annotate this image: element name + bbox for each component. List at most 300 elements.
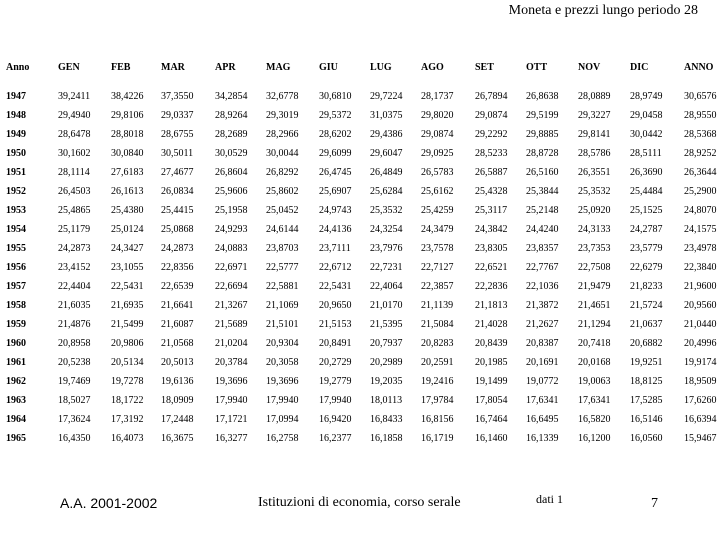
table-cell-mar: 25,0868 <box>161 224 194 235</box>
table-cell-ago: 20,2591 <box>421 357 454 368</box>
table-cell-giu: 20,9650 <box>319 300 352 311</box>
table-cell-ago: 25,4259 <box>421 205 454 216</box>
table-cell-mar: 22,6539 <box>161 281 194 292</box>
table-cell-mag: 25,8602 <box>266 186 299 197</box>
table-cell-nov: 26,3551 <box>578 167 611 178</box>
table-row <box>0 87 720 106</box>
table-cell-gen: 20,8958 <box>58 338 91 349</box>
table-cell-apr: 16,3277 <box>215 433 248 444</box>
table-cell-set: 25,3117 <box>475 205 508 216</box>
row-year: 1951 <box>6 167 26 178</box>
table-cell-ott: 20,8387 <box>526 338 559 349</box>
table-cell-lug: 24,3254 <box>370 224 403 235</box>
table-cell-nov: 28,5786 <box>578 148 611 159</box>
table-cell-ago: 24,3479 <box>421 224 454 235</box>
table-cell-mag: 17,0994 <box>266 414 299 425</box>
table-row <box>0 296 720 315</box>
table-cell-lug: 21,5395 <box>370 319 403 330</box>
table-row <box>0 353 720 372</box>
table-cell-ago: 29,0925 <box>421 148 454 159</box>
table-cell-gen: 28,1114 <box>58 167 90 178</box>
table-cell-ott: 29,5199 <box>526 110 559 121</box>
column-header-feb: FEB <box>111 62 131 73</box>
table-cell-giu: 22,5431 <box>319 281 352 292</box>
table-cell-mar: 30,5011 <box>161 148 194 159</box>
price-table <box>0 58 720 448</box>
table-cell-anno: 21,9600 <box>684 281 717 292</box>
table-row <box>0 258 720 277</box>
table-cell-set: 16,1460 <box>475 433 508 444</box>
table-cell-ago: 17,9784 <box>421 395 454 406</box>
table-cell-feb: 27,6183 <box>111 167 144 178</box>
table-cell-set: 25,4328 <box>475 186 508 197</box>
table-cell-gen: 18,5027 <box>58 395 91 406</box>
table-row <box>0 391 720 410</box>
table-cell-mar: 21,6641 <box>161 300 194 311</box>
table-cell-set: 20,8439 <box>475 338 508 349</box>
table-cell-feb: 19,7278 <box>111 376 144 387</box>
table-cell-anno: 28,5368 <box>684 129 717 140</box>
table-row <box>0 372 720 391</box>
table-cell-mar: 21,0568 <box>161 338 194 349</box>
footer-academic-year: A.A. 2001-2002 <box>60 495 158 511</box>
table-cell-feb: 38,4226 <box>111 91 144 102</box>
table-cell-set: 24,3842 <box>475 224 508 235</box>
column-header-set: SET <box>475 62 494 73</box>
table-cell-dic: 21,5724 <box>630 300 663 311</box>
table-cell-lug: 29,4386 <box>370 129 403 140</box>
table-cell-apr: 21,3267 <box>215 300 248 311</box>
table-cell-nov: 20,0168 <box>578 357 611 368</box>
table-row <box>0 125 720 144</box>
table-cell-feb: 26,1613 <box>111 186 144 197</box>
table-row <box>0 410 720 429</box>
table-cell-ago: 22,3857 <box>421 281 454 292</box>
table-cell-ott: 22,1036 <box>526 281 559 292</box>
row-year: 1950 <box>6 148 26 159</box>
table-cell-lug: 20,2989 <box>370 357 403 368</box>
table-cell-feb: 20,5134 <box>111 357 144 368</box>
row-year: 1956 <box>6 262 26 273</box>
table-cell-feb: 21,6935 <box>111 300 144 311</box>
table-cell-mar: 25,4415 <box>161 205 194 216</box>
row-year: 1962 <box>6 376 26 387</box>
table-cell-feb: 28,8018 <box>111 129 144 140</box>
table-cell-ott: 22,7767 <box>526 262 559 273</box>
table-cell-gen: 30,1602 <box>58 148 91 159</box>
table-cell-mar: 26,0834 <box>161 186 194 197</box>
table-cell-ago: 19,2416 <box>421 376 454 387</box>
table-cell-anno: 19,9174 <box>684 357 717 368</box>
table-cell-dic: 16,0560 <box>630 433 663 444</box>
table-cell-gen: 23,4152 <box>58 262 91 273</box>
table-cell-apr: 26,8604 <box>215 167 248 178</box>
table-cell-set: 22,6521 <box>475 262 508 273</box>
table-row <box>0 277 720 296</box>
table-cell-nov: 17,6341 <box>578 395 611 406</box>
table-cell-dic: 28,9749 <box>630 91 663 102</box>
table-cell-set: 17,8054 <box>475 395 508 406</box>
table-cell-giu: 22,6712 <box>319 262 352 273</box>
table-cell-anno: 21,0440 <box>684 319 717 330</box>
table-cell-ott: 25,2148 <box>526 205 559 216</box>
table-cell-nov: 16,5820 <box>578 414 611 425</box>
table-cell-set: 19,1499 <box>475 376 508 387</box>
table-cell-ott: 21,3872 <box>526 300 559 311</box>
table-cell-nov: 23,7353 <box>578 243 611 254</box>
table-cell-lug: 22,4064 <box>370 281 403 292</box>
table-cell-dic: 19,9251 <box>630 357 663 368</box>
table-cell-set: 29,0874 <box>475 110 508 121</box>
table-cell-dic: 16,5146 <box>630 414 663 425</box>
table-cell-mar: 37,3550 <box>161 91 194 102</box>
table-cell-feb: 20,9806 <box>111 338 144 349</box>
table-cell-dic: 17,5285 <box>630 395 663 406</box>
table-cell-mar: 16,3675 <box>161 433 194 444</box>
table-cell-apr: 30,0529 <box>215 148 248 159</box>
table-row <box>0 220 720 239</box>
table-cell-anno: 25,2900 <box>684 186 717 197</box>
column-header-lug: LUG <box>370 62 392 73</box>
table-cell-lug: 16,8433 <box>370 414 403 425</box>
table-cell-mag: 28,2966 <box>266 129 299 140</box>
table-cell-mag: 20,9304 <box>266 338 299 349</box>
table-cell-mar: 21,6087 <box>161 319 194 330</box>
table-cell-anno: 26,3644 <box>684 167 717 178</box>
table-cell-anno: 28,9550 <box>684 110 717 121</box>
table-cell-feb: 22,5431 <box>111 281 144 292</box>
table-cell-mag: 22,5881 <box>266 281 299 292</box>
table-cell-mar: 17,2448 <box>161 414 194 425</box>
table-cell-ago: 29,8020 <box>421 110 454 121</box>
table-cell-dic: 25,1525 <box>630 205 663 216</box>
table-cell-apr: 22,6971 <box>215 262 248 273</box>
table-cell-set: 21,4028 <box>475 319 508 330</box>
table-row <box>0 201 720 220</box>
table-cell-feb: 23,1055 <box>111 262 144 273</box>
table-cell-mag: 32,6778 <box>266 91 299 102</box>
table-cell-apr: 24,0883 <box>215 243 248 254</box>
table-cell-giu: 16,2377 <box>319 433 352 444</box>
table-cell-giu: 28,6202 <box>319 129 352 140</box>
table-cell-mag: 22,5777 <box>266 262 299 273</box>
table-cell-set: 22,2836 <box>475 281 508 292</box>
table-cell-set: 26,5887 <box>475 167 508 178</box>
table-row <box>0 144 720 163</box>
table-cell-apr: 22,6694 <box>215 281 248 292</box>
table-cell-ago: 21,1139 <box>421 300 454 311</box>
table-cell-giu: 16,9420 <box>319 414 352 425</box>
table-cell-giu: 20,2729 <box>319 357 352 368</box>
table-cell-feb: 18,1722 <box>111 395 144 406</box>
row-year: 1947 <box>6 91 26 102</box>
table-row <box>0 429 720 448</box>
table-cell-anno: 23,4978 <box>684 243 717 254</box>
table-row <box>0 239 720 258</box>
table-cell-ott: 29,8885 <box>526 129 559 140</box>
table-cell-mar: 19,6136 <box>161 376 194 387</box>
row-year: 1948 <box>6 110 26 121</box>
row-year: 1965 <box>6 433 26 444</box>
table-cell-set: 20,1985 <box>475 357 508 368</box>
table-cell-ago: 16,1719 <box>421 433 454 444</box>
column-header-anno: ANNO <box>684 62 714 73</box>
table-cell-set: 26,7894 <box>475 91 508 102</box>
row-year: 1963 <box>6 395 26 406</box>
table-cell-nov: 25,0920 <box>578 205 611 216</box>
table-cell-lug: 21,0170 <box>370 300 403 311</box>
table-cell-mag: 25,0452 <box>266 205 299 216</box>
table-cell-lug: 26,4849 <box>370 167 403 178</box>
table-cell-anno: 20,4996 <box>684 338 717 349</box>
table-cell-lug: 18,0113 <box>370 395 403 406</box>
table-cell-nov: 29,8141 <box>578 129 611 140</box>
table-cell-anno: 24,1575 <box>684 224 717 235</box>
table-cell-lug: 16,1858 <box>370 433 403 444</box>
table-cell-lug: 19,2035 <box>370 376 403 387</box>
table-cell-dic: 26,3690 <box>630 167 663 178</box>
footer-page-number: 7 <box>651 496 658 511</box>
table-cell-set: 28,5233 <box>475 148 508 159</box>
table-cell-apr: 34,2854 <box>215 91 248 102</box>
table-cell-giu: 24,9743 <box>319 205 352 216</box>
footer-date-label: dati 1 <box>536 492 563 506</box>
table-cell-anno: 28,9252 <box>684 148 717 159</box>
table-cell-mag: 21,5101 <box>266 319 299 330</box>
table-cell-mag: 24,6144 <box>266 224 299 235</box>
column-header-ott: OTT <box>526 62 548 73</box>
table-cell-ott: 24,4240 <box>526 224 559 235</box>
table-cell-ago: 23,7578 <box>421 243 454 254</box>
table-cell-apr: 21,5689 <box>215 319 248 330</box>
page-title: Moneta e prezzi lungo periodo 28 <box>508 3 698 18</box>
table-cell-gen: 25,1179 <box>58 224 91 235</box>
table-cell-dic: 29,0458 <box>630 110 663 121</box>
table-row <box>0 163 720 182</box>
column-header-gen: GEN <box>58 62 80 73</box>
table-cell-gen: 39,2411 <box>58 91 91 102</box>
table-cell-ago: 26,5783 <box>421 167 454 178</box>
table-cell-ott: 26,5160 <box>526 167 559 178</box>
table-cell-nov: 24,3133 <box>578 224 611 235</box>
table-cell-mar: 29,0337 <box>161 110 194 121</box>
table-cell-giu: 29,6099 <box>319 148 352 159</box>
table-cell-gen: 22,4404 <box>58 281 91 292</box>
table-cell-apr: 24,9293 <box>215 224 248 235</box>
column-header-giu: GIU <box>319 62 338 73</box>
table-cell-lug: 23,7976 <box>370 243 403 254</box>
table-cell-mag: 30,0044 <box>266 148 299 159</box>
row-year: 1961 <box>6 357 26 368</box>
table-cell-mag: 20,3058 <box>266 357 299 368</box>
table-cell-feb: 25,4380 <box>111 205 144 216</box>
table-cell-anno: 24,8070 <box>684 205 717 216</box>
table-cell-nov: 16,1200 <box>578 433 611 444</box>
table-cell-ott: 23,8357 <box>526 243 559 254</box>
table-cell-gen: 25,4865 <box>58 205 91 216</box>
table-cell-dic: 25,4484 <box>630 186 663 197</box>
column-header-mar: MAR <box>161 62 185 73</box>
table-cell-lug: 20,7937 <box>370 338 403 349</box>
table-cell-feb: 25,0124 <box>111 224 144 235</box>
table-cell-giu: 19,2779 <box>319 376 352 387</box>
table-header-row <box>0 58 720 77</box>
table-cell-apr: 17,1721 <box>215 414 248 425</box>
table-cell-gen: 29,4940 <box>58 110 91 121</box>
table-cell-dic: 24,2787 <box>630 224 663 235</box>
table-cell-set: 29,2292 <box>475 129 508 140</box>
table-cell-anno: 18,9509 <box>684 376 717 387</box>
row-year: 1960 <box>6 338 26 349</box>
table-cell-ott: 19,0772 <box>526 376 559 387</box>
table-cell-mag: 19,3696 <box>266 376 299 387</box>
table-cell-ott: 25,3844 <box>526 186 559 197</box>
table-cell-feb: 24,3427 <box>111 243 144 254</box>
table-row <box>0 182 720 201</box>
row-year: 1964 <box>6 414 26 425</box>
table-cell-ott: 20,1691 <box>526 357 559 368</box>
table-cell-dic: 28,5111 <box>630 148 662 159</box>
column-header-apr: APR <box>215 62 236 73</box>
table-cell-nov: 20,7418 <box>578 338 611 349</box>
table-cell-ago: 22,7127 <box>421 262 454 273</box>
table-cell-anno: 17,6260 <box>684 395 717 406</box>
table-cell-ago: 28,1737 <box>421 91 454 102</box>
row-year: 1959 <box>6 319 26 330</box>
table-cell-dic: 23,5779 <box>630 243 663 254</box>
table-cell-giu: 25,6907 <box>319 186 352 197</box>
table-cell-gen: 21,4876 <box>58 319 91 330</box>
table-cell-lug: 25,3532 <box>370 205 403 216</box>
table-cell-dic: 18,8125 <box>630 376 663 387</box>
table-cell-lug: 25,6284 <box>370 186 403 197</box>
table-cell-ago: 20,8283 <box>421 338 454 349</box>
table-cell-set: 21,1813 <box>475 300 508 311</box>
table-cell-mar: 24,2873 <box>161 243 194 254</box>
table-cell-gen: 21,6035 <box>58 300 91 311</box>
table-cell-giu: 30,6810 <box>319 91 352 102</box>
table-cell-lug: 29,6047 <box>370 148 403 159</box>
table-cell-nov: 28,0889 <box>578 91 611 102</box>
table-cell-ott: 16,1339 <box>526 433 559 444</box>
row-year: 1955 <box>6 243 26 254</box>
table-cell-mar: 27,4677 <box>161 167 194 178</box>
table-cell-gen: 17,3624 <box>58 414 91 425</box>
table-cell-apr: 21,0204 <box>215 338 248 349</box>
table-cell-gen: 24,2873 <box>58 243 91 254</box>
column-header-nov: NOV <box>578 62 601 73</box>
row-year: 1957 <box>6 281 26 292</box>
table-cell-ago: 16,8156 <box>421 414 454 425</box>
row-year: 1958 <box>6 300 26 311</box>
table-cell-nov: 22,7508 <box>578 262 611 273</box>
table-cell-giu: 17,9940 <box>319 395 352 406</box>
table-cell-gen: 28,6478 <box>58 129 91 140</box>
table-cell-feb: 16,4073 <box>111 433 144 444</box>
table-cell-dic: 21,8233 <box>630 281 663 292</box>
table-cell-apr: 17,9940 <box>215 395 248 406</box>
table-cell-nov: 25,3532 <box>578 186 611 197</box>
column-header-dic: DIC <box>630 62 649 73</box>
table-cell-giu: 26,4745 <box>319 167 352 178</box>
table-cell-apr: 28,9264 <box>215 110 248 121</box>
table-cell-apr: 19,3696 <box>215 376 248 387</box>
table-cell-mar: 20,5013 <box>161 357 194 368</box>
table-cell-apr: 28,2689 <box>215 129 248 140</box>
table-cell-gen: 16,4350 <box>58 433 91 444</box>
footer-course-title: Istituzioni di economia, corso serale <box>258 495 461 510</box>
table-cell-nov: 21,4651 <box>578 300 611 311</box>
table-cell-ott: 17,6341 <box>526 395 559 406</box>
table-cell-ott: 28,8728 <box>526 148 559 159</box>
table-cell-feb: 29,8106 <box>111 110 144 121</box>
table-cell-lug: 31,0375 <box>370 110 403 121</box>
table-cell-anno: 15,9467 <box>684 433 717 444</box>
table-cell-mag: 17,9940 <box>266 395 299 406</box>
table-row <box>0 315 720 334</box>
table-cell-apr: 25,1958 <box>215 205 248 216</box>
table-cell-ott: 26,8638 <box>526 91 559 102</box>
table-row <box>0 106 720 125</box>
table-cell-ago: 29,0874 <box>421 129 454 140</box>
row-year: 1949 <box>6 129 26 140</box>
table-cell-giu: 20,8491 <box>319 338 352 349</box>
table-cell-ago: 25,6162 <box>421 186 454 197</box>
table-cell-feb: 17,3192 <box>111 414 144 425</box>
table-cell-gen: 19,7469 <box>58 376 91 387</box>
table-cell-nov: 21,1294 <box>578 319 611 330</box>
table-cell-ott: 21,2627 <box>526 319 559 330</box>
table-cell-gen: 20,5238 <box>58 357 91 368</box>
table-cell-anno: 22,3840 <box>684 262 717 273</box>
table-cell-ott: 16,6495 <box>526 414 559 425</box>
row-year: 1953 <box>6 205 26 216</box>
table-cell-anno: 30,6576 <box>684 91 717 102</box>
table-cell-anno: 20,9560 <box>684 300 717 311</box>
table-cell-nov: 21,9479 <box>578 281 611 292</box>
table-cell-mag: 29,3019 <box>266 110 299 121</box>
row-year: 1954 <box>6 224 26 235</box>
table-cell-dic: 20,6882 <box>630 338 663 349</box>
table-cell-mag: 21,1069 <box>266 300 299 311</box>
table-cell-nov: 29,3227 <box>578 110 611 121</box>
table-cell-lug: 22,7231 <box>370 262 403 273</box>
row-year: 1952 <box>6 186 26 197</box>
table-cell-dic: 30,0442 <box>630 129 663 140</box>
table-cell-apr: 25,9606 <box>215 186 248 197</box>
table-cell-mag: 16,2758 <box>266 433 299 444</box>
column-header-year: Anno <box>6 62 30 73</box>
table-cell-mar: 28,6755 <box>161 129 194 140</box>
table-cell-giu: 21,5153 <box>319 319 352 330</box>
table-cell-lug: 29,7224 <box>370 91 403 102</box>
table-cell-ago: 21,5084 <box>421 319 454 330</box>
table-cell-mar: 18,0909 <box>161 395 194 406</box>
table-cell-nov: 19,0063 <box>578 376 611 387</box>
table-cell-set: 16,7464 <box>475 414 508 425</box>
table-cell-mag: 26,8292 <box>266 167 299 178</box>
column-header-ago: AGO <box>421 62 444 73</box>
table-cell-dic: 22,6279 <box>630 262 663 273</box>
column-header-mag: MAG <box>266 62 291 73</box>
table-cell-giu: 23,7111 <box>319 243 351 254</box>
table-cell-apr: 20,3784 <box>215 357 248 368</box>
table-cell-mar: 22,8356 <box>161 262 194 273</box>
table-cell-giu: 29,5372 <box>319 110 352 121</box>
table-cell-feb: 30,0840 <box>111 148 144 159</box>
table-cell-gen: 26,4503 <box>58 186 91 197</box>
table-cell-dic: 21,0637 <box>630 319 663 330</box>
